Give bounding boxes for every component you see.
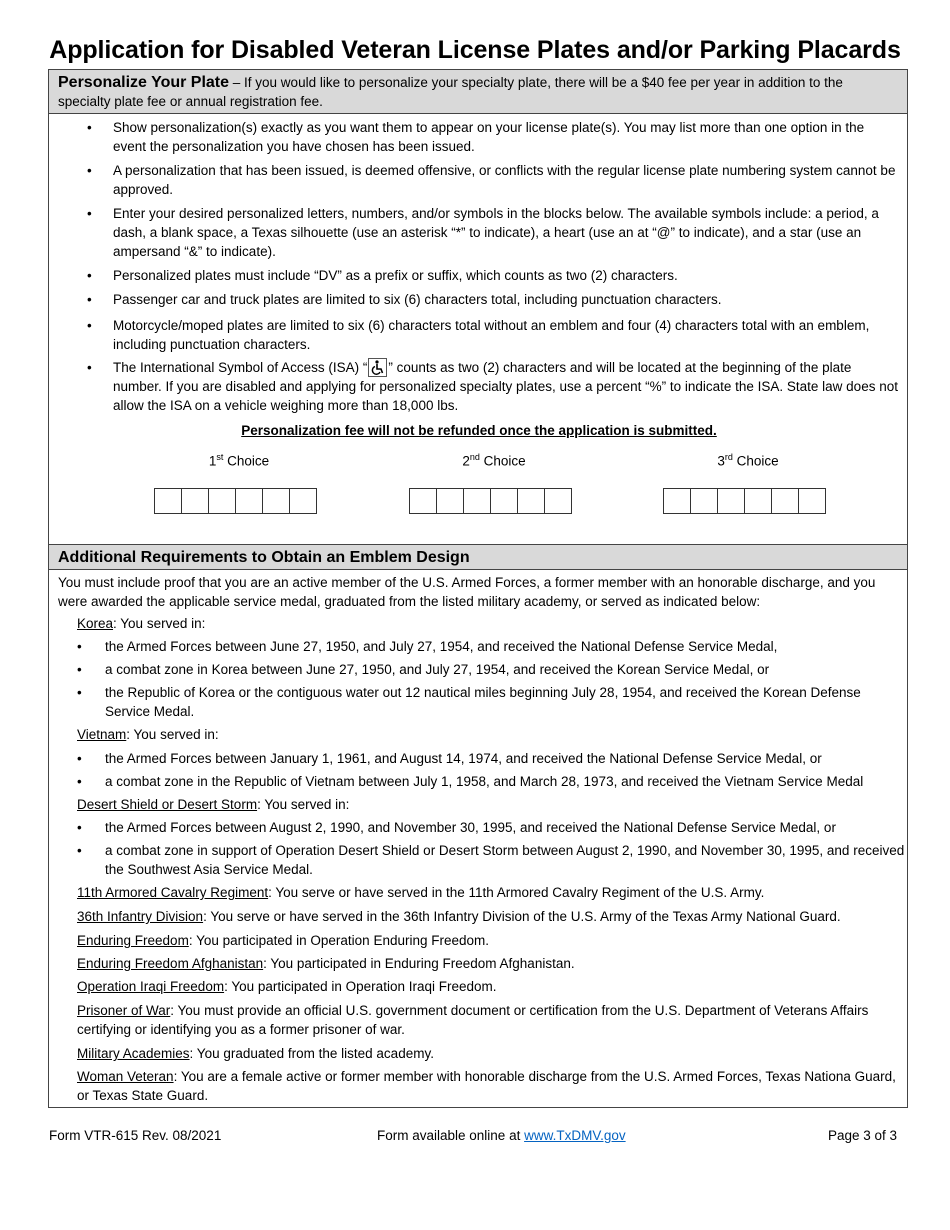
personalize-heading: Personalize Your Plate bbox=[58, 74, 230, 91]
choice-1-cell[interactable] bbox=[235, 488, 263, 514]
list-item: • a combat zone in the Republic of Vietnam between July 1, 1958, and March 28, 1973, and received the Vietnam Service Medal bbox=[77, 774, 864, 789]
requirement-item: Military Academies: You graduated from the listed academy. bbox=[77, 1046, 434, 1061]
choice-2-cell[interactable] bbox=[517, 488, 545, 514]
choice-2-label: 2nd Choice bbox=[462, 452, 526, 469]
personalize-header bbox=[49, 70, 907, 114]
page-title: Application for Disabled Veteran License Plates and/or Parking Placards bbox=[49, 36, 901, 64]
list-item: • Personalized plates must include “DV” as a prefix or suffix, which counts as two (2) characters. bbox=[87, 268, 678, 283]
personalize-section bbox=[48, 69, 908, 545]
emblem-intro: You must include proof that you are an active member of the U.S. Armed Forces, a former member with an honorable discharge, and you were awarded the applicable service medal, graduated from the listed military academy, or served as indicated below: bbox=[58, 575, 876, 609]
choice-3-cell[interactable] bbox=[690, 488, 718, 514]
footer-online: Form available online at www.TxDMV.gov bbox=[377, 1128, 626, 1143]
emblem-section bbox=[48, 544, 908, 1108]
requirement-item: 11th Armored Cavalry Regiment: You serve or have served in the 11th Armored Cavalry Regiment of the U.S. Army. bbox=[77, 885, 765, 900]
emblem-header bbox=[49, 545, 907, 570]
requirement-item: Woman Veteran: You are a female active or former member with honorable discharge from the U.S. Armed Forces, Texas Nationa Guard, or Texas State Guard. bbox=[77, 1069, 896, 1103]
choice-2-cells bbox=[409, 488, 572, 514]
choice-1-cell[interactable] bbox=[181, 488, 209, 514]
choice-3-cell[interactable] bbox=[798, 488, 826, 514]
choice-2-cell[interactable] bbox=[490, 488, 518, 514]
choice-1-cell[interactable] bbox=[289, 488, 317, 514]
list-item: • a combat zone in support of Operation Desert Shield or Desert Storm between August 2, 1990, and November 30, 1995, and received the Southwest Asia Service Medal. bbox=[77, 843, 905, 877]
choice-3-cell[interactable] bbox=[663, 488, 691, 514]
choice-2-cell[interactable] bbox=[463, 488, 491, 514]
requirement-item: Enduring Freedom: You participated in Operation Enduring Freedom. bbox=[77, 933, 490, 948]
choice-3-cell[interactable] bbox=[744, 488, 772, 514]
wheelchair-icon bbox=[368, 358, 387, 377]
list-item: • Enter your desired personalized letters, numbers, and/or symbols in the blocks below. The available symbols include: a period, a dash, a blank space, a Texas silhouette (use an asterisk “*” to indicate), a heart (use an at “@” to indicate), and a star (use an ampersand “&” to indicate). bbox=[87, 206, 879, 259]
list-item: • the Republic of Korea or the contiguous water out 12 nautical miles beginning July 28, 1954, and received the Korean Defense Service Medal. bbox=[77, 685, 861, 719]
requirement-item: Prisoner of War: You must provide an official U.S. government document or certification from the U.S. Department of Veterans Affairs certifying or identifying you as a former prisoner of war. bbox=[77, 1003, 869, 1037]
list-item: • the Armed Forces between August 2, 1990, and November 30, 1995, and received the National Defense Service Medal, or bbox=[77, 820, 836, 835]
form-id: Form VTR-615 Rev. 08/2021 bbox=[49, 1128, 222, 1143]
emblem-heading: Additional Requirements to Obtain an Emblem Design bbox=[58, 549, 470, 566]
list-item: • a combat zone in Korea between June 27, 1950, and July 27, 1954, and received the Korean Service Medal, or bbox=[77, 662, 770, 677]
choice-1-cells bbox=[154, 488, 317, 514]
choice-3-cells bbox=[663, 488, 826, 514]
desert-heading: Desert Shield or Desert Storm: You served in: bbox=[77, 797, 350, 812]
requirement-item: Enduring Freedom Afghanistan: You participated in Enduring Freedom Afghanistan. bbox=[77, 956, 575, 971]
choice-3-cell[interactable] bbox=[717, 488, 745, 514]
choice-1-cell[interactable] bbox=[154, 488, 182, 514]
personalize-heading-note: – If you would like to personalize your specialty plate, there will be a $40 fee per year in addition to the specialty plate fee or annual registration fee. bbox=[58, 75, 843, 109]
list-item: • Show personalization(s) exactly as you want them to appear on your license plate(s). You may list more than one option in the event the personalization you have chosen has been issued. bbox=[87, 120, 865, 154]
txdmv-link[interactable]: www.TxDMV.gov bbox=[524, 1128, 626, 1143]
list-item: • Passenger car and truck plates are limited to six (6) characters total, including punctuation characters. bbox=[87, 292, 722, 307]
korea-heading: Korea: You served in: bbox=[77, 616, 206, 631]
list-item: • Motorcycle/moped plates are limited to six (6) characters total without an emblem and four (4) characters total with an emblem, including punctuation characters. bbox=[87, 318, 870, 352]
choice-1-cell[interactable] bbox=[262, 488, 290, 514]
requirement-item: Operation Iraqi Freedom: You participated in Operation Iraqi Freedom. bbox=[77, 979, 497, 994]
choice-1-label: 1st Choice bbox=[208, 452, 270, 469]
choice-2-cell[interactable] bbox=[436, 488, 464, 514]
list-item-isa: • The International Symbol of Access (ISA) “ ” counts as two (2) characters and will be located at the beginning of the plate number. If you are disabled and applying for personalized specialty plates, use a percent “%” to indicate the ISA. State law does not allow the ISA on a vehicle weighing more than 18,000 lbs. bbox=[87, 360, 898, 413]
choice-2-cell[interactable] bbox=[409, 488, 437, 514]
list-item: • the Armed Forces between June 27, 1950, and July 27, 1954, and received the National Defense Service Medal, bbox=[77, 639, 778, 654]
choice-1-cell[interactable] bbox=[208, 488, 236, 514]
list-item: • A personalization that has been issued, is deemed offensive, or conflicts with the regular license plate numbering system cannot be approved. bbox=[87, 163, 896, 197]
choice-3-label: 3rd Choice bbox=[717, 452, 779, 469]
refund-note: Personalization fee will not be refunded once the application is submitted. bbox=[241, 423, 717, 438]
list-item: • the Armed Forces between January 1, 1961, and August 14, 1974, and received the National Defense Service Medal, or bbox=[77, 751, 822, 766]
vietnam-heading: Vietnam: You served in: bbox=[77, 727, 219, 742]
page-number: Page 3 of 3 bbox=[827, 1128, 897, 1143]
choice-2-cell[interactable] bbox=[544, 488, 572, 514]
requirement-item: 36th Infantry Division: You serve or have served in the 36th Infantry Division of the U.S. Army of the Texas Army National Guard. bbox=[77, 909, 841, 924]
choice-3-cell[interactable] bbox=[771, 488, 799, 514]
